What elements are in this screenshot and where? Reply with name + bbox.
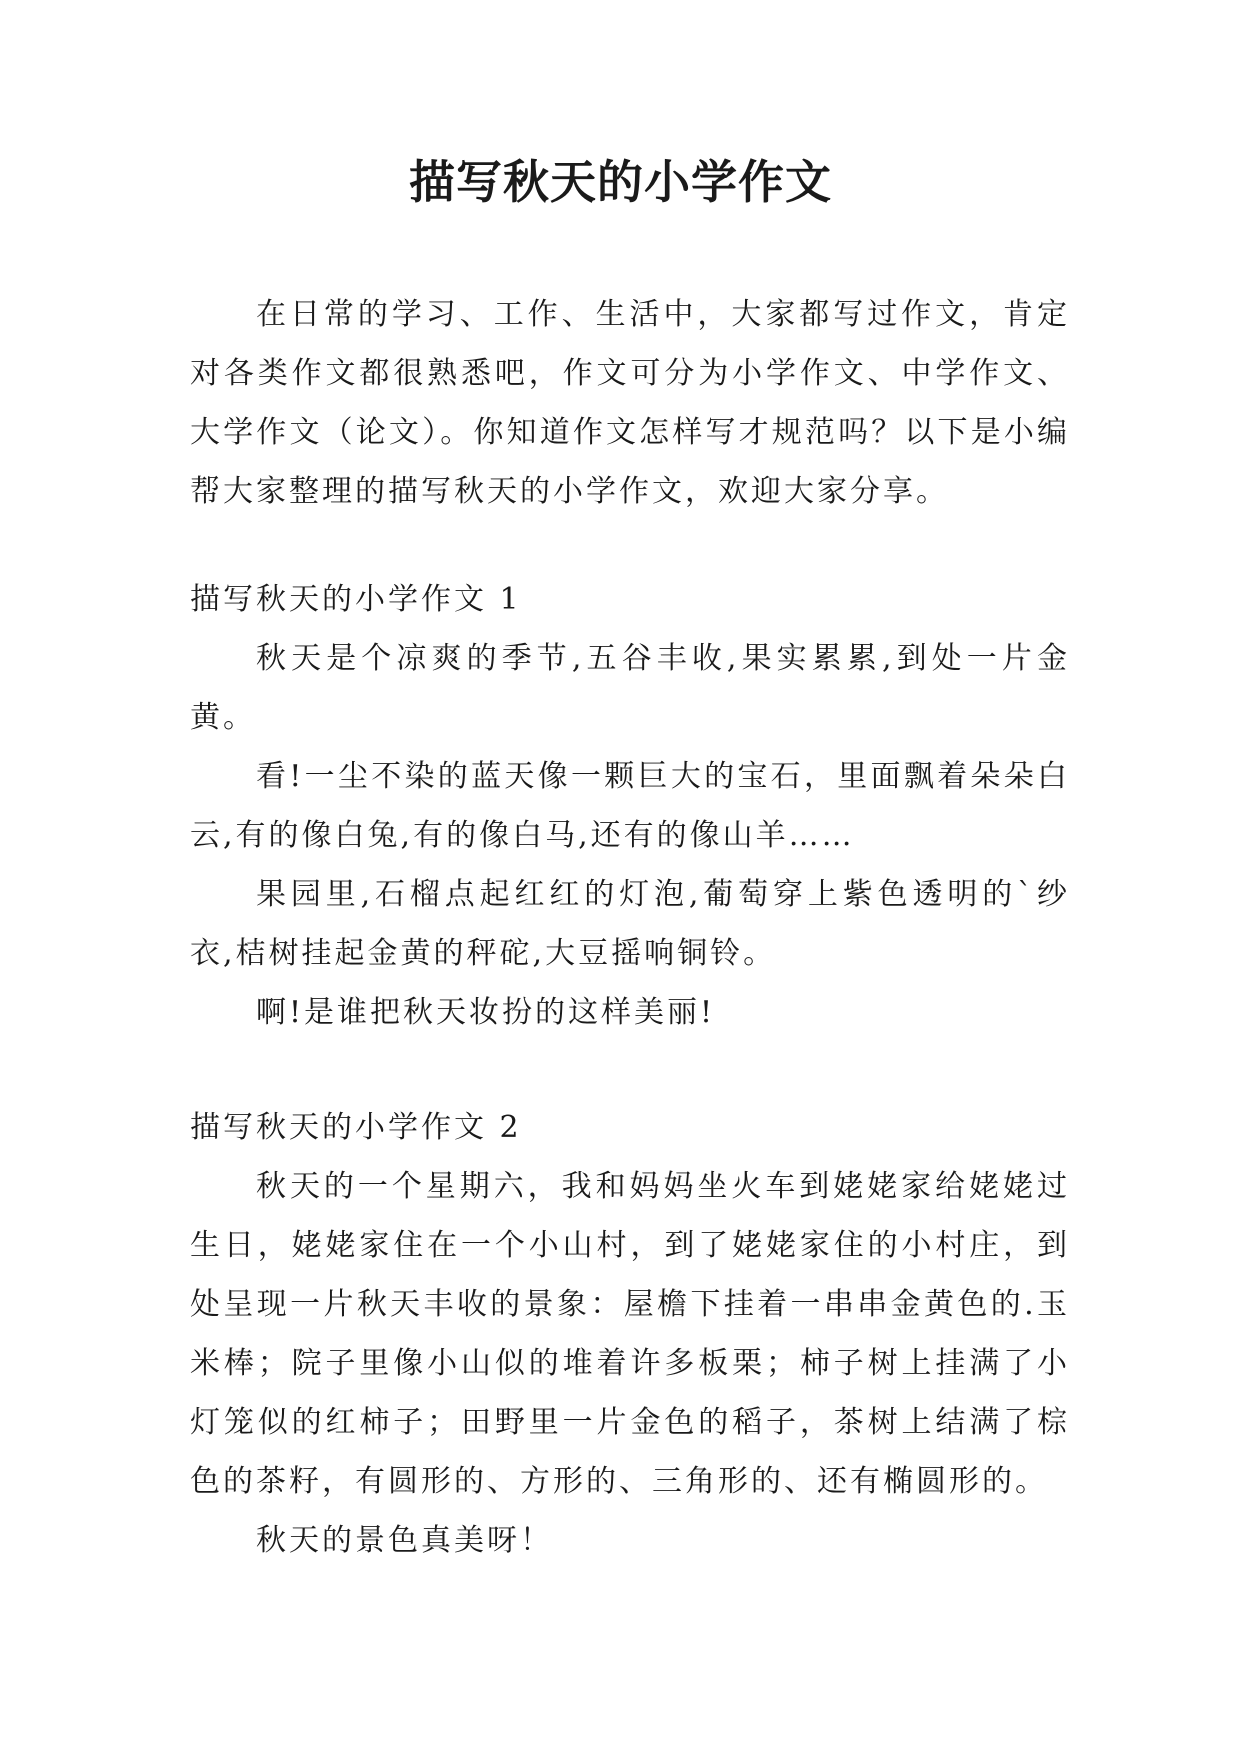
essay-2-paragraph: 秋天的景色真美呀！ [256,1523,553,1558]
essay-2-heading: 描写秋天的小学作文 2 [190,1110,522,1145]
document-title: 描写秋天的小学作文 [409,155,832,209]
intro-paragraph: 在日常的学习、工作、生活中，大家都写过作文，肯定对各类作文都很熟悉吧，作文可分为小学作文、中学作文、大学作文（论文）。你知道作文怎样写才规范吗？以下是小编帮大家整理的描写秋天的小学作文，欢迎大家分享。 [190,297,1070,509]
essay-1-heading: 描写秋天的小学作文 1 [190,582,522,617]
essay-1-paragraph: 啊!是谁把秋天妆扮的这样美丽! [256,995,716,1030]
essay-1-paragraph: 看!一尘不染的蓝天像一颗巨大的宝石，里面飘着朵朵白云,有的像白兔,有的像白马,还有的像山羊…… [190,759,1070,853]
essay-2-paragraph: 秋天的一个星期六，我和妈妈坐火车到姥姥家给姥姥过生日，姥姥家住在一个小山村，到了姥姥家住的小村庄，到处呈现一片秋天丰收的景象：屋檐下挂着一串串金黄色的.玉米棒；院子里像小山似的堆着许多板栗；柿子树上挂满了小灯笼似的红柿子；田野里一片金色的稻子，茶树上结满了棕色的茶籽，有圆形的、方形的、三角形的、还有椭圆形的。 [190,1169,1070,1499]
document-body [190,285,1070,1570]
essay-1-paragraph: 果园里,石榴点起红红的灯泡,葡萄穿上紫色透明的`纱衣,桔树挂起金黄的秤砣,大豆摇响铜铃。 [190,877,1070,971]
essay-1-paragraph: 秋天是个凉爽的季节,五谷丰收,果实累累,到处一片金黄。 [190,641,1070,735]
